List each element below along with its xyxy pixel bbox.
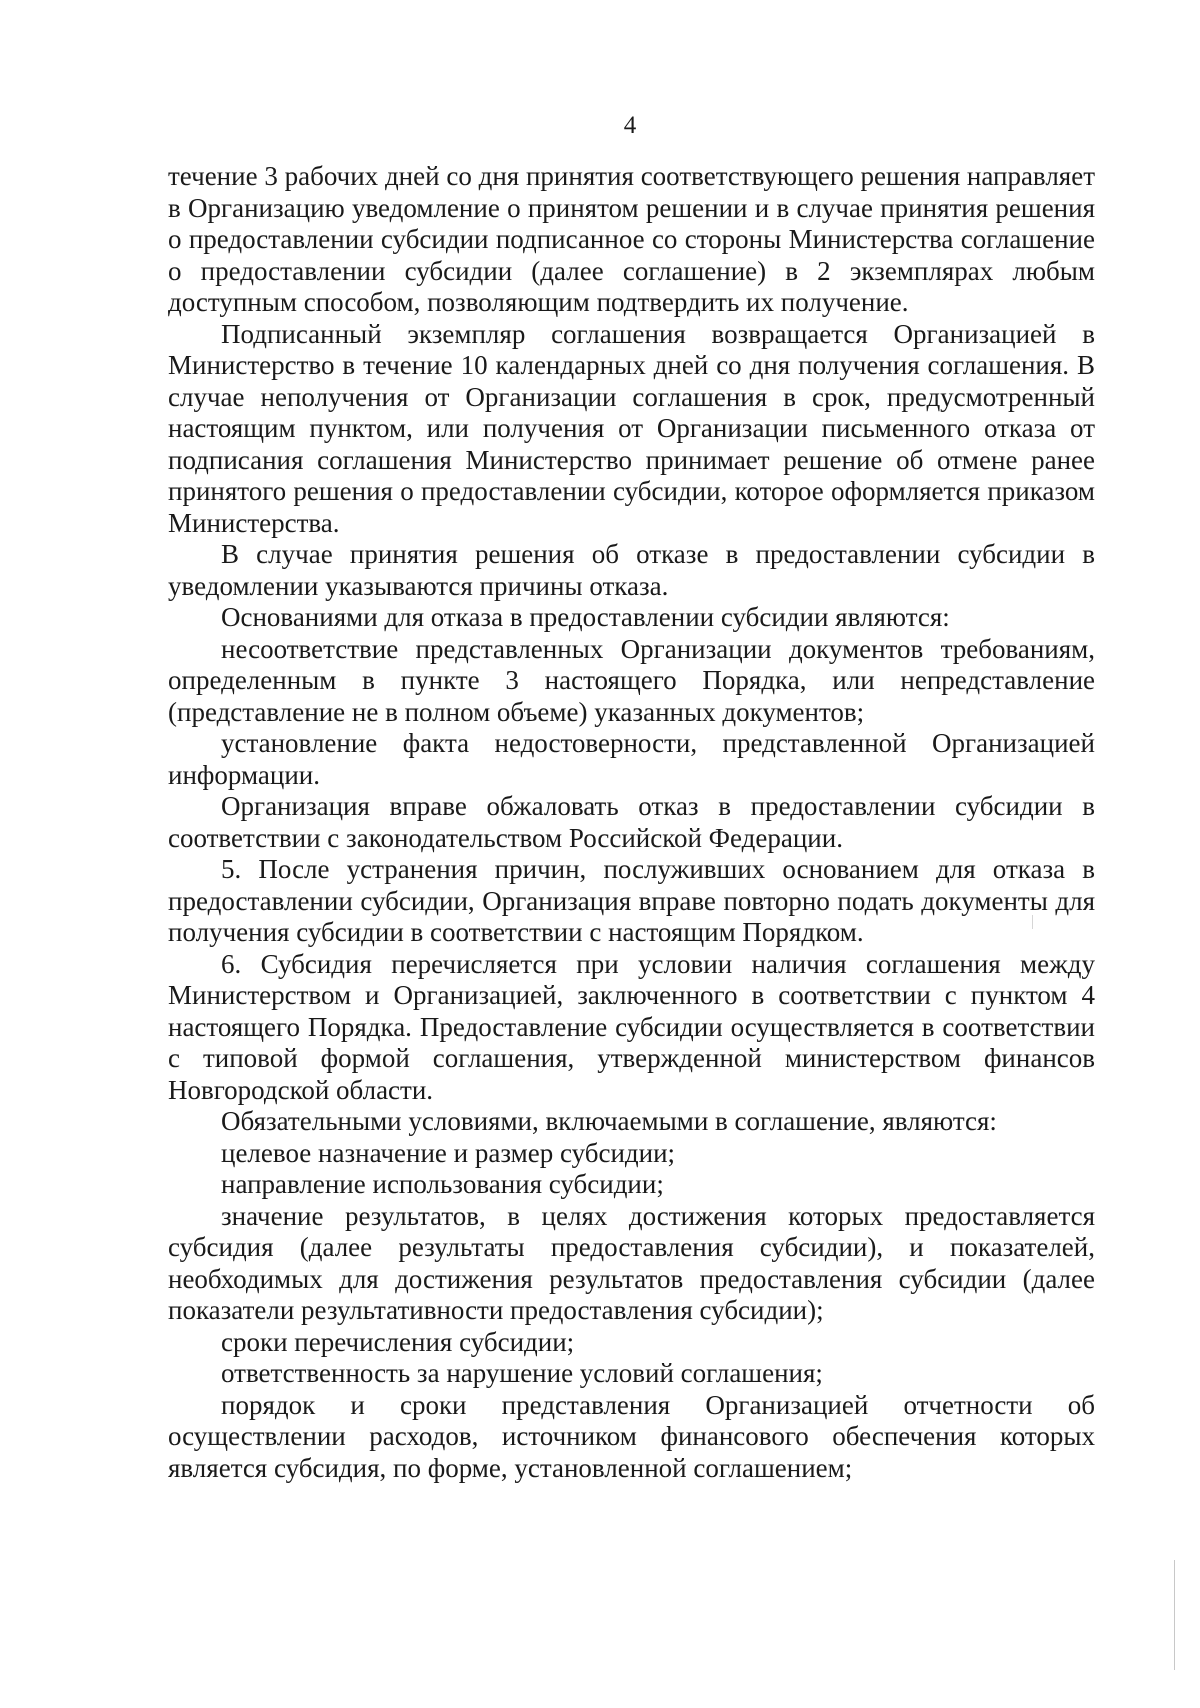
- list-item: ответственность за нарушение условий соглашения;: [221, 1358, 823, 1388]
- list-item: несоответствие представленных Организации документов требованиям, определенным в пункте 3 настоящего Порядка, или непредставление (представление не в полном объеме) указанных документов;: [168, 633, 1095, 727]
- list-item: целевое назначение и размер субсидии;: [221, 1137, 676, 1168]
- list-item: установление факта недостоверности, представленной Организацией информации.: [168, 728, 1095, 790]
- page-number: 4: [623, 112, 637, 139]
- paragraph: Основаниями для отказа в предоставлении субсидии являются:: [221, 602, 950, 632]
- paragraph: В случае принятия решения об отказе в предоставлении субсидии в уведомлении указываются причины отказа.: [168, 539, 1095, 601]
- scan-artifact: [1032, 915, 1033, 929]
- numbered-clause: 6. Субсидия перечисляется при условии наличия соглашения между Министерством и Организацией, заключенного в соответствии с пунктом 4 настоящего Порядка. Предоставление субсидии осуществляется в соответствии с типовой формой соглашения, утвержденной министерством финансов Новгородской области.: [168, 948, 1095, 1105]
- document-body: [168, 161, 1095, 1484]
- list-item: значение результатов, в целях достижения которых предоставляется субсидия (далее результаты предоставления субсидии), и показателей, необходимых для достижения результатов предоставления субсидии (далее показатели результативности предоставления субсидии);: [168, 1200, 1095, 1325]
- paragraph: Подписанный экземпляр соглашения возвращается Организацией в Министерство в течение 10 календарных дней со дня получения соглашения. В случае неполучения от Организации соглашения в срок, предусмотренный настоящим пунктом, или получения от Организации письменного отказа от подписания соглашения Министерство принимает решение об отмене ранее принятого решения о предоставлении субсидии, которое оформляется приказом Министерства.: [168, 318, 1095, 538]
- paragraph: Организация вправе обжаловать отказ в предоставлении субсидии в соответствии с законодательством Российской Федерации.: [168, 791, 1095, 853]
- list-item: порядок и сроки представления Организацией отчетности об осуществлении расходов, источником финансового обеспечения которых является субсидия, по форме, установленной соглашением;: [168, 1389, 1095, 1483]
- list-item: сроки перечисления субсидии;: [221, 1326, 575, 1357]
- paragraph: Обязательными условиями, включаемыми в соглашение, являются:: [221, 1106, 997, 1136]
- paragraph: течение 3 рабочих дней со дня принятия соответствующего решения направляет в Организацию уведомление о принятом решении и в случае принятия решения о предоставлении субсидии подписанное со стороны Министерства соглашение о предоставлении субсидии (далее соглашение) в 2 экземплярах любым доступным способом, позволяющим подтвердить их получение.: [168, 161, 1095, 317]
- scan-artifact: [1174, 1560, 1175, 1670]
- list-item: направление использования субсидии;: [221, 1169, 664, 1199]
- numbered-clause: 5. После устранения причин, послуживших основанием для отказа в предоставлении субсидии, Организация вправе повторно подать документы для получения субсидии в соответствии с настоящим Порядком.: [168, 854, 1095, 947]
